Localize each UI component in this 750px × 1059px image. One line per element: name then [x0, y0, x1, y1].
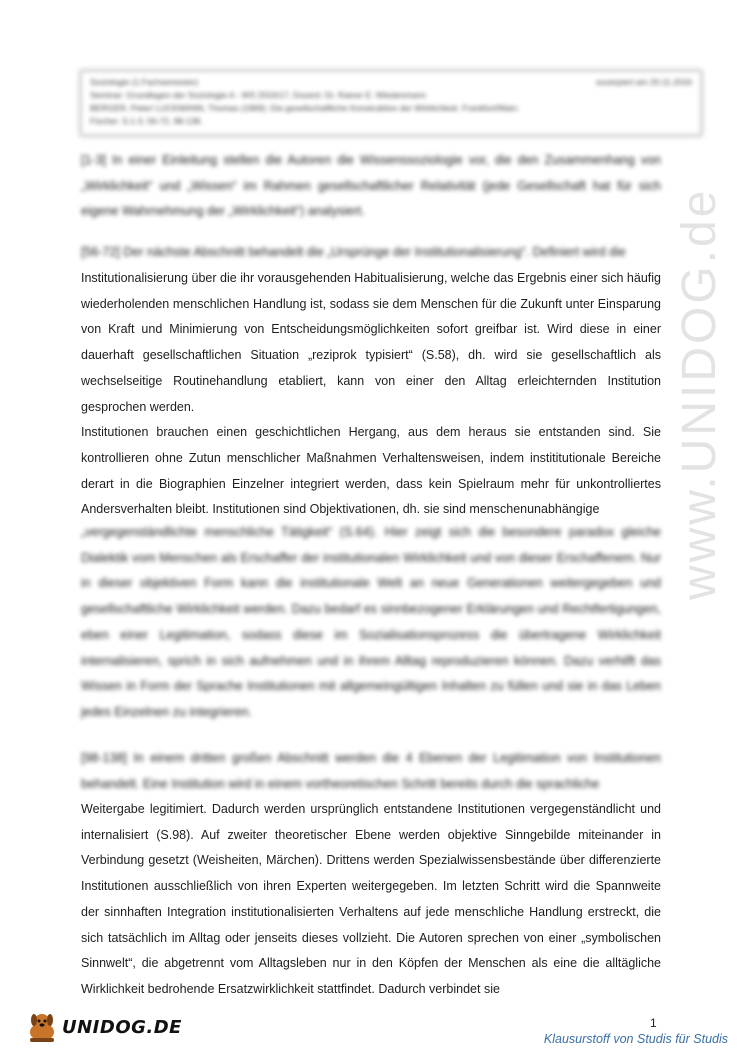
footer-slogan: Klausurstoff von Studis für Studis	[543, 1032, 728, 1046]
blurred-intro-paragraph	[81, 148, 661, 225]
header-citation: BERGER, Peter/ LUCKMANN, Thomas (1969): Die gesellschaftliche Konstruktion der Wirklichkeit. Frankfurt/Main:	[90, 103, 520, 113]
header-date: exzerpiert am 20.11.2016	[596, 77, 692, 87]
unidog-logo	[24, 1010, 182, 1044]
logo-text: UNIDOG.DE	[62, 1016, 182, 1038]
section2-start-text: [56-72] Der nächste Abschnitt behandelt die „Ursprünge der Institutionalisierung“. Definiert wird die	[81, 245, 626, 259]
paragraph-2-end-text: „vergegenständlichte menschliche Tätigkeit“ (S.64). Hier zeigt sich die besondere paradox gleiche Dialektik vom Menschen als Erschaffer der institutionalen Wirklichkeit und von dieser Erschaffenem. Nur in dieser objektiven Form kann die institutionale Welt an neue Generationen weitergegeben und gesellschaftliche Wirklichkeit werden. Dazu bedarf es sinnbezogener Erklärungen und Rechtfertigungen, eben einer Legitimation, sodass diese im Sozialisationsprozess die übertragene Wirklichkeit internalisieren, sprich in sich aufnehmen und in ihrem Alltag reproduzieren können. Dazu verhilft das Wissen in Form der Sprache Institutionen mit allgemeingültigen Inhalten zu füllen und sie in das Leben jedes Einzelnen zu integrieren.	[81, 525, 661, 719]
intro-text: [1-3] In einer Einleitung stellen die Autoren die Wissenssoziologie vor, die den Zusammenhang von „Wirklichkeit“ und „Wissen“ im Rahmen gesellschaftlicher Relativität (jede Gesellschaft hat für sich eigene Wahrnehmung der „Wirklichkeit“) analysiert.	[81, 153, 661, 219]
document-header-box	[80, 70, 702, 136]
header-course: Soziologie (1.Fachsemester)	[90, 77, 199, 87]
paragraph-2-text: Institutionen brauchen einen geschichtlichen Hergang, aus dem heraus sie entstanden sind. Sie kontrollieren ohne Zutun menschlicher Maßnahmen Verhaltensweisen, indem instititutionale Bereiche derart in die Biographien Einzelner integriert werden, dass kein Spielraum mehr für unkontrolliertes Andersverhalten bleibt. Institutionen sind Objektivationen, dh. sie sind menschenunabhängige	[81, 425, 661, 517]
blurred-section-heading	[81, 240, 661, 266]
blurred-paragraph-2-end	[81, 520, 661, 726]
readable-paragraph-1	[81, 266, 661, 523]
readable-paragraph-3	[81, 797, 661, 1003]
watermark-text: www.UNIDOG.de	[673, 187, 726, 600]
paragraph-1-text: Institutionalisierung über die ihr vorausgehenden Habitualisierung, welche das Ergebnis einer sich häufig wiederholenden menschlichen Handlung ist, sodass sie dem Menschen für die Zukunft unter Einsparung von Kraft und Minimierung von Entscheidungsmöglichkeiten sofort greifbar ist. Wird diese in einer dauerhaft gesellschaftlichen Situation „reziprok typisiert“ (S.58), dh. wird sie gesellschaftlich als wechselseitige Routinehandlung etabliert, kann von einer den Alltag erleichternden Institution gesprochen werden.	[81, 271, 661, 414]
paragraph-3-text: Weitergabe legitimiert. Dadurch werden ursprünglich entstandene Institutionen vergegenständlicht und internalisiert (S.98). Auf zweiter theoretischer Ebene werden objektive Sinngebilde miteinander in Verbindung gesetzt (Weisheiten, Märchen). Drittens werden Spezialwissensbestände über differenzierte Institutionen ausschließlich von ihren Experten weitergegeben. Im letzten Schritt wird die Spannweite der sinnhaften Integration institutionalisierten Verhaltens auf jede menschliche Handlung erstreckt, die sich tatsächlich im Alltag oder jenseits dieses vollzieht. Die Autoren sprechen von einer „symbolischen Sinnwelt“, die abgetrennt vom Alltagsleben nur in den Köpfen der Menschen als eine die alltägliche Wirklichkeit bedrohende Ersatzwirklichkeit stattfindet. Dadurch verbindet sie	[81, 802, 661, 996]
header-seminar: Seminar: Grundlagen der Soziologie A - WS 2016/17, Dozent: Dr. Rainer E. Wiedenmann	[90, 90, 426, 100]
section3-start-text: [98-138] In einem dritten großen Abschnitt werden die 4 Ebenen der Legitimation von Institutionen behandelt. Eine Institution wird in einem vortheoretischen Schritt bereits durch die sprachliche	[81, 751, 661, 791]
header-citation-pages: Fischer. S.1-3, 56-72, 98-138.	[90, 116, 203, 126]
page-number: 1	[650, 1016, 657, 1030]
blurred-section-3-start	[81, 746, 661, 797]
dog-mascot-icon	[24, 1010, 60, 1044]
